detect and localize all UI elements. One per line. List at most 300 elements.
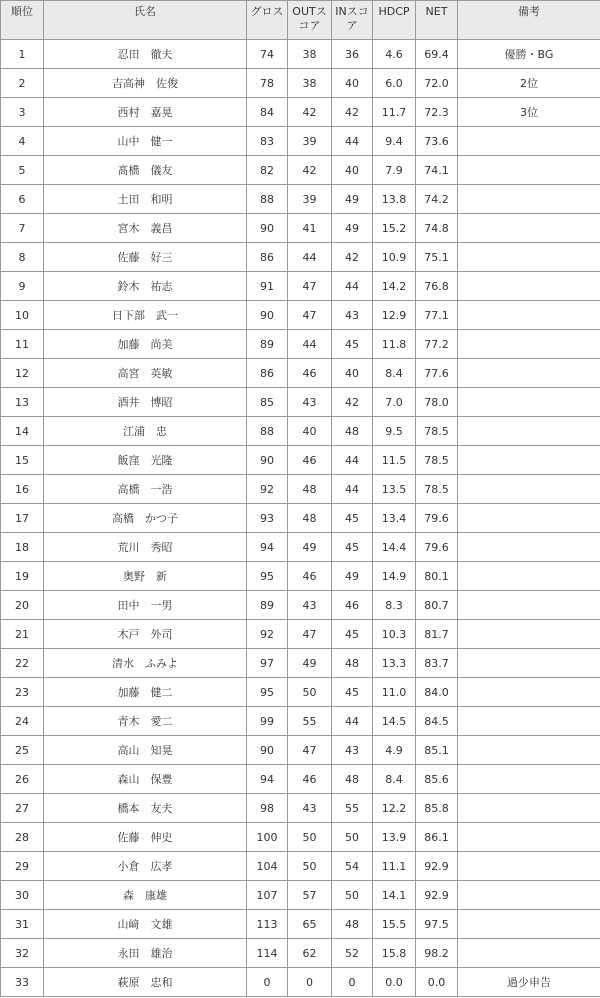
gross-cell: 90 bbox=[247, 446, 288, 475]
gross-cell: 107 bbox=[247, 881, 288, 910]
out-score-cell: 46 bbox=[288, 765, 332, 794]
gross-cell: 89 bbox=[247, 330, 288, 359]
note-cell bbox=[458, 330, 600, 359]
hdcp-cell: 8.4 bbox=[373, 359, 416, 388]
table-row bbox=[1, 823, 600, 852]
gross-cell: 91 bbox=[247, 272, 288, 301]
note-cell bbox=[458, 939, 600, 968]
out-score-cell: 44 bbox=[288, 243, 332, 272]
table-row bbox=[1, 272, 600, 301]
table-row bbox=[1, 533, 600, 562]
table-row bbox=[1, 214, 600, 243]
gross-cell: 86 bbox=[247, 359, 288, 388]
table-row bbox=[1, 185, 600, 214]
out-score-cell: 47 bbox=[288, 301, 332, 330]
player-name-cell: 萩原 忠和 bbox=[44, 968, 247, 997]
in-score-cell: 49 bbox=[332, 562, 373, 591]
net-cell: 85.1 bbox=[416, 736, 458, 765]
rank-cell: 18 bbox=[1, 533, 44, 562]
note-cell bbox=[458, 185, 600, 214]
player-name-cell: 森 康雄 bbox=[44, 881, 247, 910]
net-cell: 80.7 bbox=[416, 591, 458, 620]
note-cell bbox=[458, 504, 600, 533]
rank-cell: 23 bbox=[1, 678, 44, 707]
player-name-cell: 鈴木 祐志 bbox=[44, 272, 247, 301]
note-cell bbox=[458, 736, 600, 765]
hdcp-cell: 13.4 bbox=[373, 504, 416, 533]
player-name-cell: 吉高神 佐俊 bbox=[44, 69, 247, 98]
table-row bbox=[1, 417, 600, 446]
in-score-cell: 49 bbox=[332, 214, 373, 243]
gross-cell: 114 bbox=[247, 939, 288, 968]
hdcp-cell: 11.7 bbox=[373, 98, 416, 127]
in-score-cell: 55 bbox=[332, 794, 373, 823]
hdcp-cell: 11.1 bbox=[373, 852, 416, 881]
table-row bbox=[1, 359, 600, 388]
rank-cell: 5 bbox=[1, 156, 44, 185]
in-score-cell: 0 bbox=[332, 968, 373, 997]
table-row bbox=[1, 794, 600, 823]
gross-cell: 95 bbox=[247, 562, 288, 591]
table-row bbox=[1, 562, 600, 591]
player-name-cell: 清水 ふみよ bbox=[44, 649, 247, 678]
table-row bbox=[1, 40, 600, 69]
note-cell bbox=[458, 910, 600, 939]
net-cell: 97.5 bbox=[416, 910, 458, 939]
in-score-cell: 45 bbox=[332, 330, 373, 359]
note-cell bbox=[458, 852, 600, 881]
rank-cell: 28 bbox=[1, 823, 44, 852]
player-name-cell: 高山 知晃 bbox=[44, 736, 247, 765]
table-row bbox=[1, 707, 600, 736]
note-cell: 優勝・BG bbox=[458, 40, 600, 69]
in-score-cell: 45 bbox=[332, 533, 373, 562]
net-cell: 77.1 bbox=[416, 301, 458, 330]
table-row bbox=[1, 243, 600, 272]
table-row bbox=[1, 69, 600, 98]
table-row bbox=[1, 678, 600, 707]
gross-cell: 74 bbox=[247, 40, 288, 69]
out-score-cell: 46 bbox=[288, 562, 332, 591]
rank-cell: 24 bbox=[1, 707, 44, 736]
gross-cell: 99 bbox=[247, 707, 288, 736]
out-score-cell: 39 bbox=[288, 185, 332, 214]
note-cell bbox=[458, 272, 600, 301]
in-score-cell: 54 bbox=[332, 852, 373, 881]
gross-cell: 89 bbox=[247, 591, 288, 620]
net-cell: 74.2 bbox=[416, 185, 458, 214]
hdcp-cell: 10.3 bbox=[373, 620, 416, 649]
player-name-cell: 高橋 かつ子 bbox=[44, 504, 247, 533]
gross-cell: 100 bbox=[247, 823, 288, 852]
in-score-cell: 42 bbox=[332, 388, 373, 417]
table-row bbox=[1, 98, 600, 127]
player-name-cell: 青木 愛二 bbox=[44, 707, 247, 736]
note-cell bbox=[458, 678, 600, 707]
gross-cell: 95 bbox=[247, 678, 288, 707]
net-cell: 79.6 bbox=[416, 504, 458, 533]
in-score-cell: 45 bbox=[332, 620, 373, 649]
rank-cell: 13 bbox=[1, 388, 44, 417]
hdcp-cell: 13.8 bbox=[373, 185, 416, 214]
hdcp-cell: 7.9 bbox=[373, 156, 416, 185]
in-score-cell: 42 bbox=[332, 98, 373, 127]
hdcp-cell: 4.6 bbox=[373, 40, 416, 69]
net-cell: 78.0 bbox=[416, 388, 458, 417]
table-header bbox=[1, 1, 600, 40]
net-cell: 76.8 bbox=[416, 272, 458, 301]
net-cell: 84.0 bbox=[416, 678, 458, 707]
in-score-cell: 43 bbox=[332, 736, 373, 765]
player-name-cell: 髙橋 儀友 bbox=[44, 156, 247, 185]
gross-cell: 78 bbox=[247, 69, 288, 98]
gross-cell: 82 bbox=[247, 156, 288, 185]
net-cell: 85.8 bbox=[416, 794, 458, 823]
net-cell: 72.0 bbox=[416, 69, 458, 98]
hdcp-cell: 9.4 bbox=[373, 127, 416, 156]
net-cell: 0.0 bbox=[416, 968, 458, 997]
in-score-cell: 49 bbox=[332, 185, 373, 214]
player-name-cell: 忍田 徹夫 bbox=[44, 40, 247, 69]
table-row bbox=[1, 127, 600, 156]
hdcp-cell: 15.8 bbox=[373, 939, 416, 968]
player-name-cell: 荒川 秀昭 bbox=[44, 533, 247, 562]
in-score-cell: 44 bbox=[332, 127, 373, 156]
note-cell bbox=[458, 765, 600, 794]
note-cell bbox=[458, 823, 600, 852]
gross-cell: 94 bbox=[247, 533, 288, 562]
gross-cell: 0 bbox=[247, 968, 288, 997]
hdcp-cell: 11.0 bbox=[373, 678, 416, 707]
rank-cell: 8 bbox=[1, 243, 44, 272]
in-score-cell: 44 bbox=[332, 475, 373, 504]
out-score-cell: 38 bbox=[288, 69, 332, 98]
in-score-cell: 45 bbox=[332, 504, 373, 533]
player-name-cell: 高橋 一浩 bbox=[44, 475, 247, 504]
gross-cell: 90 bbox=[247, 301, 288, 330]
table-row bbox=[1, 736, 600, 765]
rank-cell: 19 bbox=[1, 562, 44, 591]
in-score-cell: 48 bbox=[332, 910, 373, 939]
out-score-cell: 0 bbox=[288, 968, 332, 997]
out-score-cell: 57 bbox=[288, 881, 332, 910]
note-cell bbox=[458, 562, 600, 591]
note-cell bbox=[458, 446, 600, 475]
note-cell bbox=[458, 388, 600, 417]
out-score-cell: 46 bbox=[288, 446, 332, 475]
hdcp-cell: 13.5 bbox=[373, 475, 416, 504]
net-cell: 78.5 bbox=[416, 446, 458, 475]
note-cell bbox=[458, 301, 600, 330]
out-score-cell: 50 bbox=[288, 678, 332, 707]
gross-cell: 84 bbox=[247, 98, 288, 127]
table-row bbox=[1, 939, 600, 968]
rank-cell: 32 bbox=[1, 939, 44, 968]
rank-cell: 15 bbox=[1, 446, 44, 475]
rank-cell: 4 bbox=[1, 127, 44, 156]
net-cell: 77.2 bbox=[416, 330, 458, 359]
net-cell: 81.7 bbox=[416, 620, 458, 649]
note-cell bbox=[458, 156, 600, 185]
in-score-cell: 50 bbox=[332, 823, 373, 852]
hdcp-cell: 11.8 bbox=[373, 330, 416, 359]
header-hdcp: HDCP bbox=[373, 1, 416, 40]
net-cell: 84.5 bbox=[416, 707, 458, 736]
gross-cell: 88 bbox=[247, 417, 288, 446]
note-cell bbox=[458, 881, 600, 910]
rank-cell: 20 bbox=[1, 591, 44, 620]
rank-cell: 14 bbox=[1, 417, 44, 446]
gross-cell: 88 bbox=[247, 185, 288, 214]
in-score-cell: 44 bbox=[332, 707, 373, 736]
note-cell: 2位 bbox=[458, 69, 600, 98]
rank-cell: 2 bbox=[1, 69, 44, 98]
player-name-cell: 木戸 外司 bbox=[44, 620, 247, 649]
gross-cell: 90 bbox=[247, 736, 288, 765]
out-score-cell: 43 bbox=[288, 591, 332, 620]
player-name-cell: 橋本 友夫 bbox=[44, 794, 247, 823]
note-cell bbox=[458, 649, 600, 678]
in-score-cell: 50 bbox=[332, 881, 373, 910]
rank-cell: 31 bbox=[1, 910, 44, 939]
header-out-score: OUTスコア bbox=[288, 1, 332, 40]
rank-cell: 11 bbox=[1, 330, 44, 359]
hdcp-cell: 10.9 bbox=[373, 243, 416, 272]
in-score-cell: 45 bbox=[332, 678, 373, 707]
gross-cell: 113 bbox=[247, 910, 288, 939]
note-cell bbox=[458, 475, 600, 504]
net-cell: 85.6 bbox=[416, 765, 458, 794]
out-score-cell: 47 bbox=[288, 736, 332, 765]
hdcp-cell: 14.9 bbox=[373, 562, 416, 591]
player-name-cell: 山﨑 文雄 bbox=[44, 910, 247, 939]
player-name-cell: 永田 雄治 bbox=[44, 939, 247, 968]
in-score-cell: 44 bbox=[332, 446, 373, 475]
note-cell bbox=[458, 533, 600, 562]
note-cell: 過少申告 bbox=[458, 968, 600, 997]
out-score-cell: 65 bbox=[288, 910, 332, 939]
gross-cell: 83 bbox=[247, 127, 288, 156]
net-cell: 92.9 bbox=[416, 852, 458, 881]
player-name-cell: 加藤 尚美 bbox=[44, 330, 247, 359]
net-cell: 74.8 bbox=[416, 214, 458, 243]
out-score-cell: 41 bbox=[288, 214, 332, 243]
out-score-cell: 42 bbox=[288, 156, 332, 185]
player-name-cell: 土田 和明 bbox=[44, 185, 247, 214]
player-name-cell: 江浦 忠 bbox=[44, 417, 247, 446]
rank-cell: 21 bbox=[1, 620, 44, 649]
table-row bbox=[1, 852, 600, 881]
net-cell: 77.6 bbox=[416, 359, 458, 388]
player-name-cell: 酒井 博昭 bbox=[44, 388, 247, 417]
out-score-cell: 39 bbox=[288, 127, 332, 156]
hdcp-cell: 14.1 bbox=[373, 881, 416, 910]
out-score-cell: 49 bbox=[288, 649, 332, 678]
out-score-cell: 43 bbox=[288, 794, 332, 823]
gross-cell: 92 bbox=[247, 620, 288, 649]
net-cell: 69.4 bbox=[416, 40, 458, 69]
hdcp-cell: 14.4 bbox=[373, 533, 416, 562]
gross-cell: 90 bbox=[247, 214, 288, 243]
note-cell bbox=[458, 591, 600, 620]
rank-cell: 10 bbox=[1, 301, 44, 330]
out-score-cell: 50 bbox=[288, 823, 332, 852]
table-row bbox=[1, 620, 600, 649]
gross-cell: 85 bbox=[247, 388, 288, 417]
out-score-cell: 46 bbox=[288, 359, 332, 388]
hdcp-cell: 7.0 bbox=[373, 388, 416, 417]
out-score-cell: 48 bbox=[288, 504, 332, 533]
out-score-cell: 55 bbox=[288, 707, 332, 736]
gross-cell: 104 bbox=[247, 852, 288, 881]
hdcp-cell: 4.9 bbox=[373, 736, 416, 765]
gross-cell: 86 bbox=[247, 243, 288, 272]
net-cell: 83.7 bbox=[416, 649, 458, 678]
table-row bbox=[1, 504, 600, 533]
in-score-cell: 40 bbox=[332, 359, 373, 388]
net-cell: 98.2 bbox=[416, 939, 458, 968]
header-gross: グロス bbox=[247, 1, 288, 40]
note-cell: 3位 bbox=[458, 98, 600, 127]
gross-cell: 98 bbox=[247, 794, 288, 823]
hdcp-cell: 14.5 bbox=[373, 707, 416, 736]
rank-cell: 27 bbox=[1, 794, 44, 823]
note-cell bbox=[458, 417, 600, 446]
header-name: 氏名 bbox=[44, 1, 247, 40]
rank-cell: 22 bbox=[1, 649, 44, 678]
rank-cell: 26 bbox=[1, 765, 44, 794]
in-score-cell: 43 bbox=[332, 301, 373, 330]
out-score-cell: 43 bbox=[288, 388, 332, 417]
hdcp-cell: 13.3 bbox=[373, 649, 416, 678]
hdcp-cell: 15.5 bbox=[373, 910, 416, 939]
out-score-cell: 49 bbox=[288, 533, 332, 562]
in-score-cell: 52 bbox=[332, 939, 373, 968]
note-cell bbox=[458, 620, 600, 649]
player-name-cell: 佐藤 好三 bbox=[44, 243, 247, 272]
hdcp-cell: 6.0 bbox=[373, 69, 416, 98]
net-cell: 79.6 bbox=[416, 533, 458, 562]
note-cell bbox=[458, 359, 600, 388]
player-name-cell: 高宮 英敏 bbox=[44, 359, 247, 388]
player-name-cell: 佐藤 伸史 bbox=[44, 823, 247, 852]
player-name-cell: 山中 健一 bbox=[44, 127, 247, 156]
net-cell: 78.5 bbox=[416, 475, 458, 504]
net-cell: 78.5 bbox=[416, 417, 458, 446]
table-row bbox=[1, 388, 600, 417]
gross-cell: 93 bbox=[247, 504, 288, 533]
gross-cell: 94 bbox=[247, 765, 288, 794]
out-score-cell: 48 bbox=[288, 475, 332, 504]
header-rank: 順位 bbox=[1, 1, 44, 40]
table-row bbox=[1, 301, 600, 330]
net-cell: 75.1 bbox=[416, 243, 458, 272]
net-cell: 73.6 bbox=[416, 127, 458, 156]
note-cell bbox=[458, 707, 600, 736]
out-score-cell: 50 bbox=[288, 852, 332, 881]
player-name-cell: 田中 一男 bbox=[44, 591, 247, 620]
player-name-cell: 飯窪 光隆 bbox=[44, 446, 247, 475]
player-name-cell: 西村 嘉晃 bbox=[44, 98, 247, 127]
table-row bbox=[1, 156, 600, 185]
table-row bbox=[1, 330, 600, 359]
rank-cell: 9 bbox=[1, 272, 44, 301]
rank-cell: 30 bbox=[1, 881, 44, 910]
out-score-cell: 40 bbox=[288, 417, 332, 446]
rank-cell: 3 bbox=[1, 98, 44, 127]
rank-cell: 17 bbox=[1, 504, 44, 533]
header-note: 備考 bbox=[458, 1, 600, 40]
out-score-cell: 38 bbox=[288, 40, 332, 69]
table-row bbox=[1, 765, 600, 794]
note-cell bbox=[458, 214, 600, 243]
note-cell bbox=[458, 127, 600, 156]
player-name-cell: 奥野 新 bbox=[44, 562, 247, 591]
in-score-cell: 48 bbox=[332, 765, 373, 794]
gross-cell: 97 bbox=[247, 649, 288, 678]
in-score-cell: 48 bbox=[332, 649, 373, 678]
hdcp-cell: 12.2 bbox=[373, 794, 416, 823]
in-score-cell: 44 bbox=[332, 272, 373, 301]
in-score-cell: 48 bbox=[332, 417, 373, 446]
in-score-cell: 36 bbox=[332, 40, 373, 69]
net-cell: 74.1 bbox=[416, 156, 458, 185]
hdcp-cell: 9.5 bbox=[373, 417, 416, 446]
net-cell: 92.9 bbox=[416, 881, 458, 910]
in-score-cell: 46 bbox=[332, 591, 373, 620]
player-name-cell: 森山 保豊 bbox=[44, 765, 247, 794]
hdcp-cell: 13.9 bbox=[373, 823, 416, 852]
hdcp-cell: 0.0 bbox=[373, 968, 416, 997]
hdcp-cell: 11.5 bbox=[373, 446, 416, 475]
hdcp-cell: 12.9 bbox=[373, 301, 416, 330]
rank-cell: 29 bbox=[1, 852, 44, 881]
in-score-cell: 40 bbox=[332, 69, 373, 98]
header-row bbox=[1, 1, 600, 40]
header-in-score: INスコア bbox=[332, 1, 373, 40]
out-score-cell: 62 bbox=[288, 939, 332, 968]
out-score-cell: 44 bbox=[288, 330, 332, 359]
hdcp-cell: 15.2 bbox=[373, 214, 416, 243]
table-row bbox=[1, 881, 600, 910]
table-body bbox=[1, 40, 600, 997]
rank-cell: 33 bbox=[1, 968, 44, 997]
hdcp-cell: 14.2 bbox=[373, 272, 416, 301]
net-cell: 80.1 bbox=[416, 562, 458, 591]
table-row bbox=[1, 649, 600, 678]
table-row bbox=[1, 446, 600, 475]
note-cell bbox=[458, 243, 600, 272]
net-cell: 86.1 bbox=[416, 823, 458, 852]
in-score-cell: 42 bbox=[332, 243, 373, 272]
in-score-cell: 40 bbox=[332, 156, 373, 185]
rank-cell: 25 bbox=[1, 736, 44, 765]
rank-cell: 16 bbox=[1, 475, 44, 504]
player-name-cell: 小倉 広孝 bbox=[44, 852, 247, 881]
player-name-cell: 日下部 武一 bbox=[44, 301, 247, 330]
rank-cell: 1 bbox=[1, 40, 44, 69]
rank-cell: 7 bbox=[1, 214, 44, 243]
out-score-cell: 47 bbox=[288, 620, 332, 649]
rank-cell: 6 bbox=[1, 185, 44, 214]
out-score-cell: 42 bbox=[288, 98, 332, 127]
player-name-cell: 宮木 義昌 bbox=[44, 214, 247, 243]
header-net: NET bbox=[416, 1, 458, 40]
net-cell: 72.3 bbox=[416, 98, 458, 127]
table-row bbox=[1, 475, 600, 504]
hdcp-cell: 8.3 bbox=[373, 591, 416, 620]
player-name-cell: 加藤 健二 bbox=[44, 678, 247, 707]
